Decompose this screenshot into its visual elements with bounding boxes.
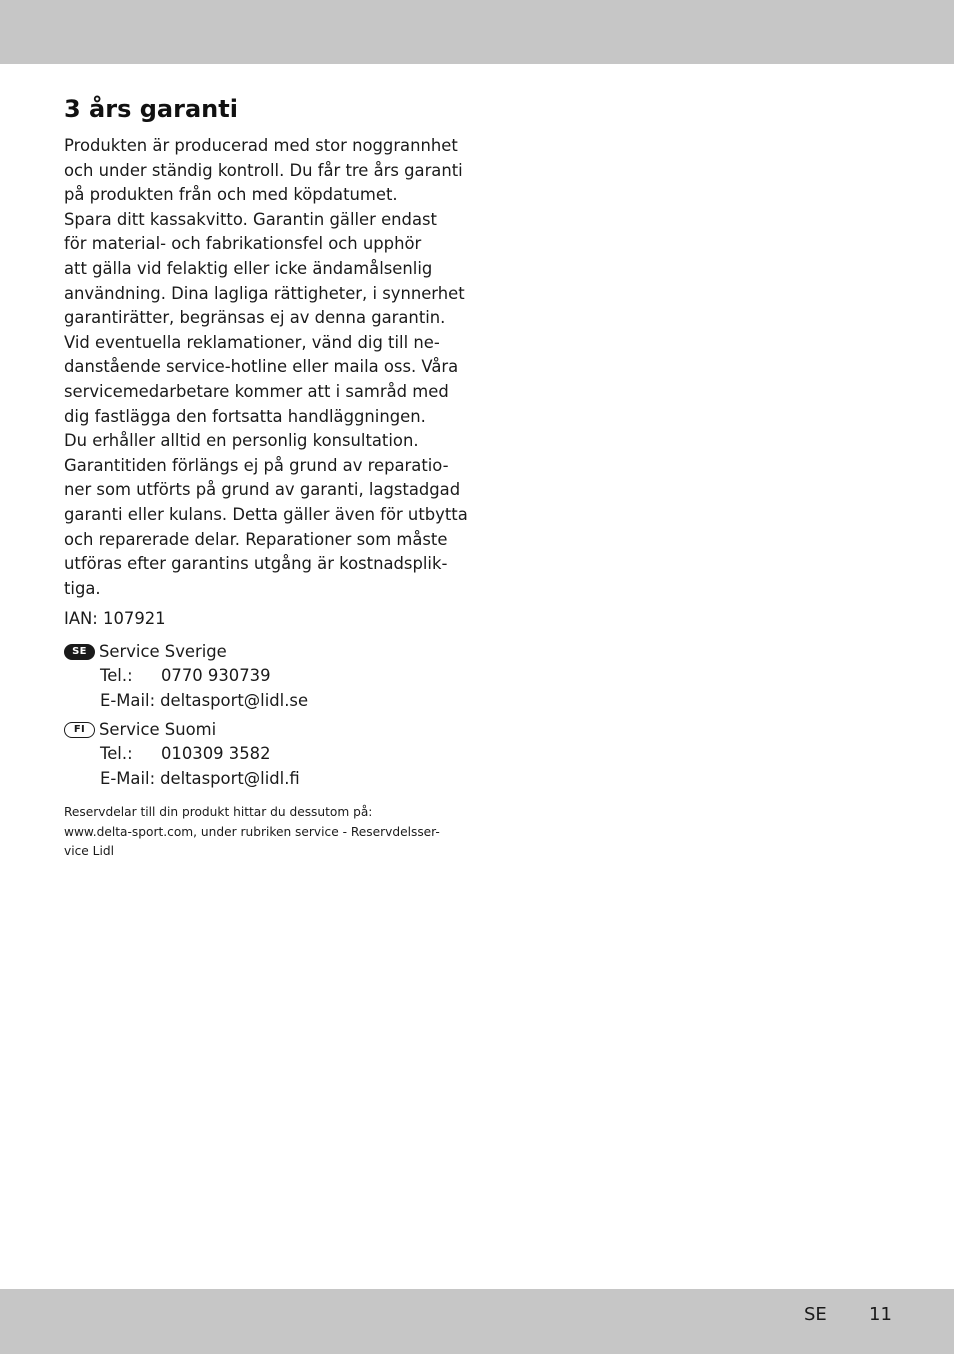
- page-title: 3 års garanti: [64, 95, 238, 123]
- text-line: garantirätter, begränsas ej av denna garantin.: [64, 308, 446, 328]
- text-line: servicemedarbetare kommer att i samråd med: [64, 381, 449, 401]
- text-line: ner som utförts på grund av garanti, lagstadgad: [64, 480, 461, 500]
- text-line: Vid eventuella reklamationer, vänd dig till ne-: [64, 332, 440, 352]
- ian-number: IAN: 107921: [64, 609, 166, 629]
- text-line: användning. Dina lagliga rättigheter, i synnerhet: [64, 283, 465, 303]
- service-name: Service Sverige: [99, 641, 227, 661]
- tel-number[interactable]: 010309 3582: [161, 744, 271, 764]
- tel-label: Tel.:: [100, 666, 133, 686]
- footer-language-code: SE: [804, 1304, 827, 1325]
- fi-flag-badge-icon: FI: [64, 722, 95, 738]
- service-sweden: [64, 640, 454, 714]
- text-line: för material- och fabrikationsfel och upphör: [64, 234, 422, 254]
- email-link[interactable]: deltasport@lidl.se: [160, 691, 309, 711]
- service-name: Service Suomi: [99, 719, 217, 739]
- text-line: och under ständig kontroll. Du får tre års garanti: [64, 160, 463, 180]
- text-line: tiga.: [64, 578, 101, 598]
- text-line: Garantitiden förlängs ej på grund av reparatio-: [64, 455, 449, 475]
- tel-label: Tel.:: [100, 744, 133, 764]
- note-line: Reservdelar till din produkt hittar du dessutom på:: [64, 805, 373, 820]
- email-label: E-Mail:: [100, 691, 156, 711]
- text-line: på produkten från och med köpdatumet.: [64, 185, 398, 205]
- text-line: danstående service-hotline eller maila oss. Våra: [64, 357, 459, 377]
- header-band: [0, 0, 954, 64]
- text-line: och reparerade delar. Reparationer som måste: [64, 529, 448, 549]
- note-line[interactable]: www.delta-sport.com, under rubriken service - Reservdelsser-: [64, 824, 440, 839]
- note-line: vice Lidl: [64, 844, 114, 859]
- email-link[interactable]: deltasport@lidl.fi: [160, 768, 300, 788]
- text-line: Produkten är producerad med stor noggrannhet: [64, 136, 458, 155]
- text-line: utföras efter garantins utgång är kostnadsplik-: [64, 554, 448, 574]
- text-line: Spara ditt kassakvitto. Garantin gäller endast: [64, 209, 437, 229]
- guarantee-text: [64, 134, 468, 601]
- text-line: Du erhåller alltid en personlig konsultation.: [64, 431, 419, 451]
- text-line: dig fastlägga den fortsatta handläggningen.: [64, 406, 426, 426]
- page-number: 11: [869, 1304, 892, 1325]
- service-finland: [64, 718, 454, 792]
- text-line: att gälla vid felaktig eller icke ändamålsenlig: [64, 258, 433, 278]
- text-line: garanti eller kulans. Detta gäller även för utbytta: [64, 504, 468, 524]
- tel-number[interactable]: 0770 930739: [161, 666, 271, 686]
- guarantee-section: [64, 92, 468, 862]
- spare-parts-note: [64, 803, 454, 862]
- se-flag-badge-icon: SE: [64, 644, 95, 660]
- email-label: E-Mail:: [100, 768, 156, 788]
